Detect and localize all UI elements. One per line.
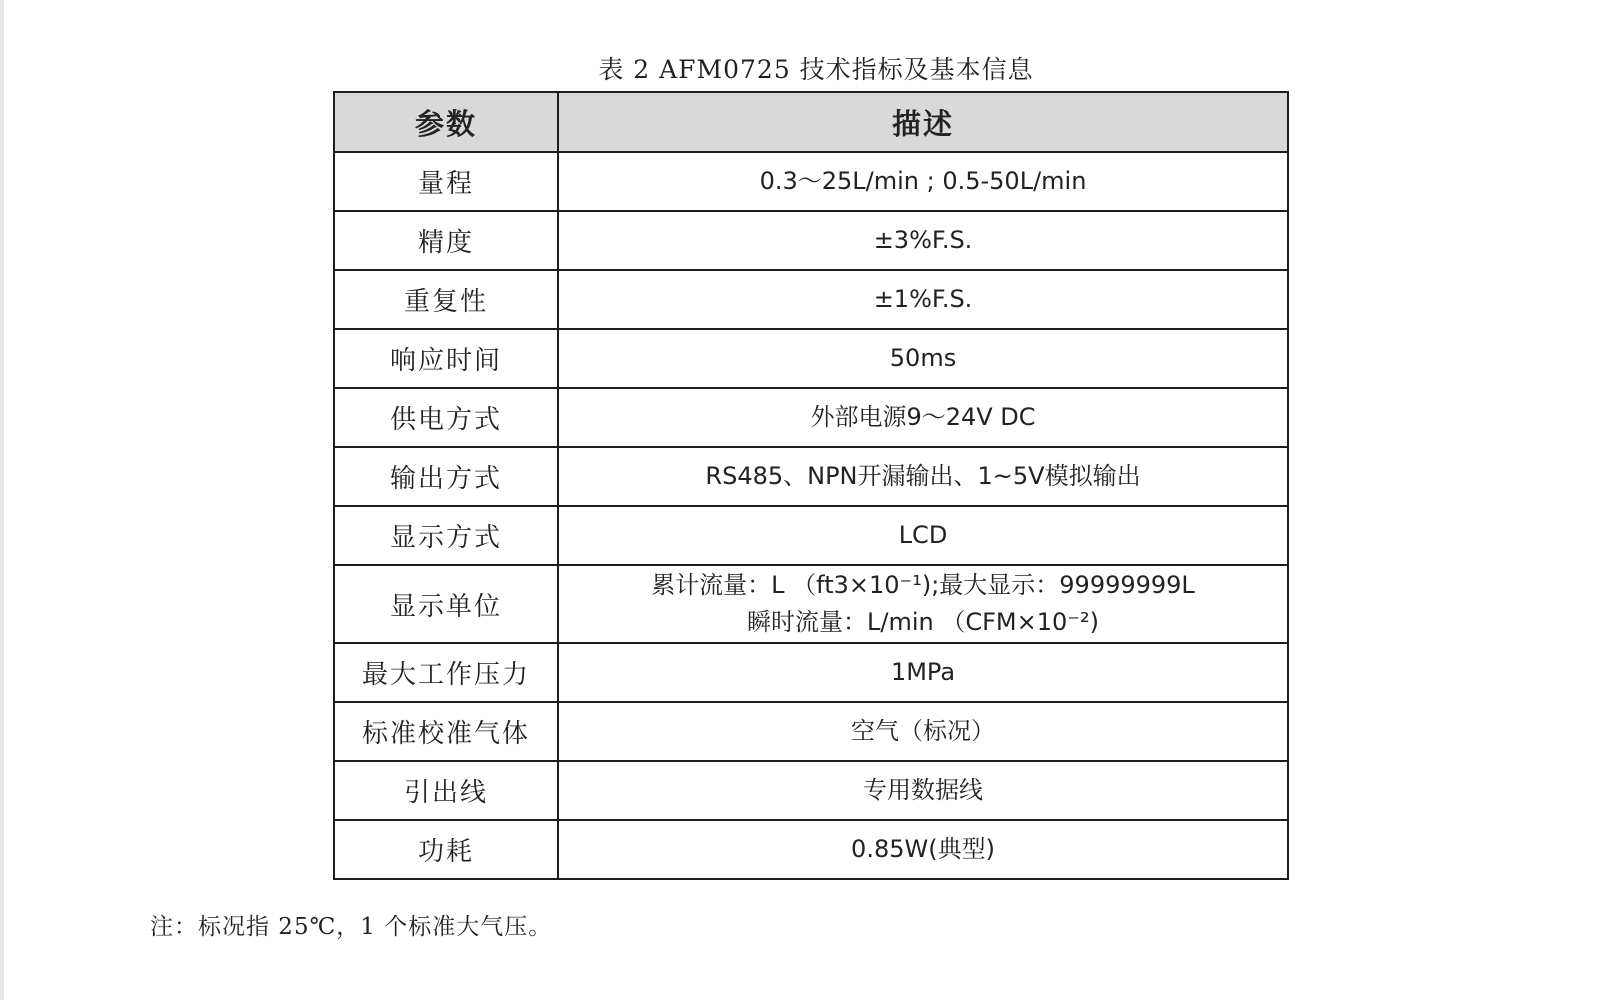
desc-text: LCD [898,521,948,549]
desc-cell [558,820,1288,879]
desc-text: 外部电源9～24V DC [810,403,1036,431]
desc-text: 专用数据线 [863,776,983,804]
table-caption: 表 2 AFM0725 技术指标及基本信息 [598,55,1034,84]
desc-cell [558,447,1288,506]
desc-text: 1MPa [890,658,956,686]
param-cell: 响应时间 [334,329,558,388]
table-row [334,565,1288,643]
table-row [334,211,1288,270]
spec-table [333,91,1289,880]
desc-text: 瞬时流量：L/min （CFM×10⁻²) [747,608,1099,636]
table-row [334,702,1288,761]
param-cell: 最大工作压力 [334,643,558,702]
desc-text: ±3%F.S. [873,226,973,254]
param-cell: 显示单位 [334,565,558,643]
param-cell: 引出线 [334,761,558,820]
table-note: 注：标况指 25℃，1 个标准大气压。 [150,914,553,940]
param-cell: 供电方式 [334,388,558,447]
header-desc: 描述 [558,92,1288,152]
table-row [334,329,1288,388]
desc-cell [558,565,1288,643]
table-row [334,270,1288,329]
desc-text: ±1%F.S. [873,285,973,313]
table-row [334,506,1288,565]
desc-cell [558,702,1288,761]
desc-cell [558,270,1288,329]
param-cell: 显示方式 [334,506,558,565]
table-row [334,388,1288,447]
param-cell: 输出方式 [334,447,558,506]
table-row [334,447,1288,506]
desc-cell [558,506,1288,565]
param-cell: 量程 [334,152,558,211]
param-cell: 精度 [334,211,558,270]
desc-cell [558,388,1288,447]
desc-text: 0.85W(典型) [851,835,995,863]
page-left-edge [0,0,4,1000]
table-header-row [334,92,1288,152]
desc-text: 50ms [889,344,957,372]
table-row [334,761,1288,820]
header-param: 参数 [334,92,558,152]
desc-cell [558,211,1288,270]
desc-text: 累计流量：L （ft3×10⁻¹);最大显示：99999999L [651,571,1195,599]
desc-cell [558,152,1288,211]
desc-cell [558,761,1288,820]
table-row [334,152,1288,211]
desc-text: RS485、NPN开漏输出、1~5V模拟输出 [705,462,1141,490]
table-row [334,820,1288,879]
desc-text: 空气（标况） [851,717,995,745]
param-cell: 重复性 [334,270,558,329]
table-row [334,643,1288,702]
param-cell: 功耗 [334,820,558,879]
desc-cell [558,329,1288,388]
desc-text: 0.3～25L/min ; 0.5-50L/min [759,167,1087,195]
desc-cell [558,643,1288,702]
param-cell: 标准校准气体 [334,702,558,761]
